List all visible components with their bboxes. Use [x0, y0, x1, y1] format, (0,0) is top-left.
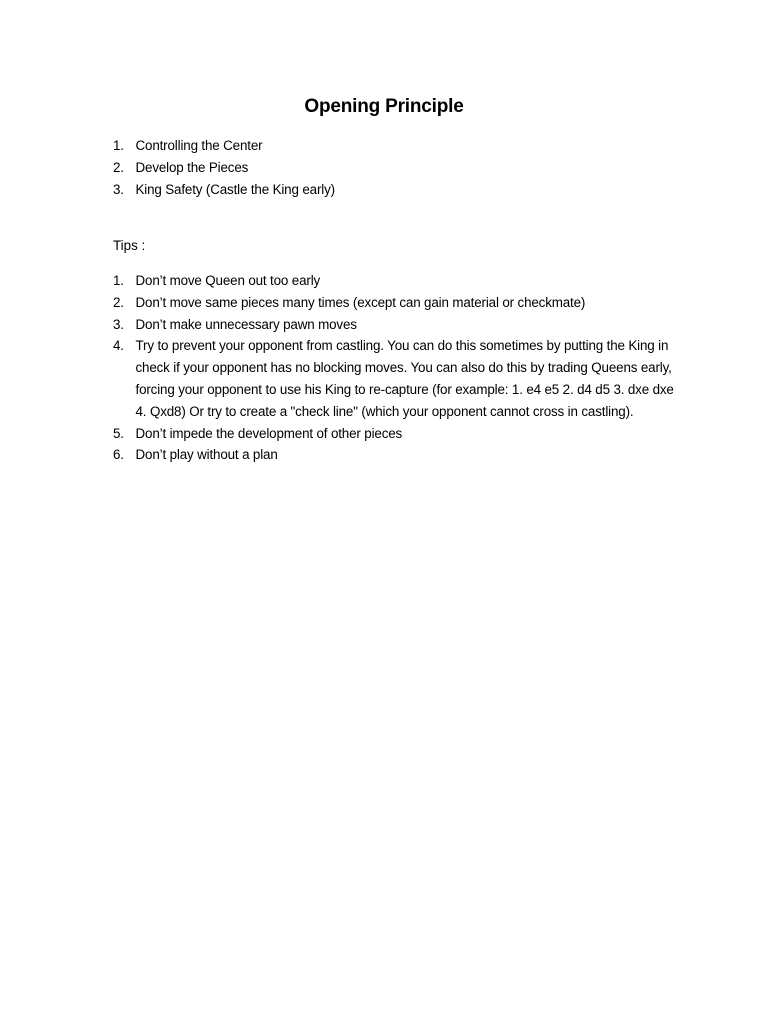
list-item-number: 3. — [113, 181, 124, 197]
list-item-number: 6. — [113, 447, 124, 463]
list-item-number: 2. — [113, 294, 124, 310]
list-item-text: Don’t move Queen out too early — [135, 273, 321, 288]
tips-list — [113, 270, 676, 466]
list-item-text: Controlling the Center — [135, 138, 263, 153]
list-item-number: 4. — [113, 338, 124, 354]
list-item-number: 1. — [113, 273, 124, 288]
list-item-number: 3. — [113, 316, 124, 332]
list-item — [113, 444, 676, 466]
list-item-number: 1. — [113, 138, 124, 153]
list-item-text: Don’t impede the development of other pieces — [135, 425, 403, 441]
list-item — [113, 179, 676, 201]
page-title: Opening Principle — [304, 96, 464, 117]
list-item — [113, 335, 676, 422]
list-item — [113, 135, 676, 157]
list-item-text: Don’t make unnecessary pawn moves — [135, 316, 357, 332]
list-item — [113, 314, 676, 336]
list-item-text: Try to prevent your opponent from castling. You can do this sometimes by putting the King in check if your opponent has no blocking moves. You can also do this by trading Queens early, forcing your opponent to use his King to re-capture (for example: 1. e4 e5 2. d4 d5 3. dxe dxe 4. Qxd8) Or try to create a "check line" (which your opponent cannot cross in castling). — [135, 338, 674, 419]
list-item-text: Develop the Pieces — [135, 159, 249, 175]
list-item — [113, 292, 676, 314]
list-item — [113, 270, 676, 292]
tips-label: Tips : — [113, 238, 146, 253]
list-item-number: 2. — [113, 159, 124, 175]
principles-list — [113, 135, 676, 200]
list-item-text: Don’t play without a plan — [135, 447, 278, 463]
list-item — [113, 157, 676, 179]
list-item-text: King Safety (Castle the King early) — [135, 181, 335, 197]
list-item-number: 5. — [113, 425, 124, 441]
list-item — [113, 423, 676, 445]
list-item-text: Don’t move same pieces many times (except can gain material or checkmate) — [135, 294, 586, 310]
